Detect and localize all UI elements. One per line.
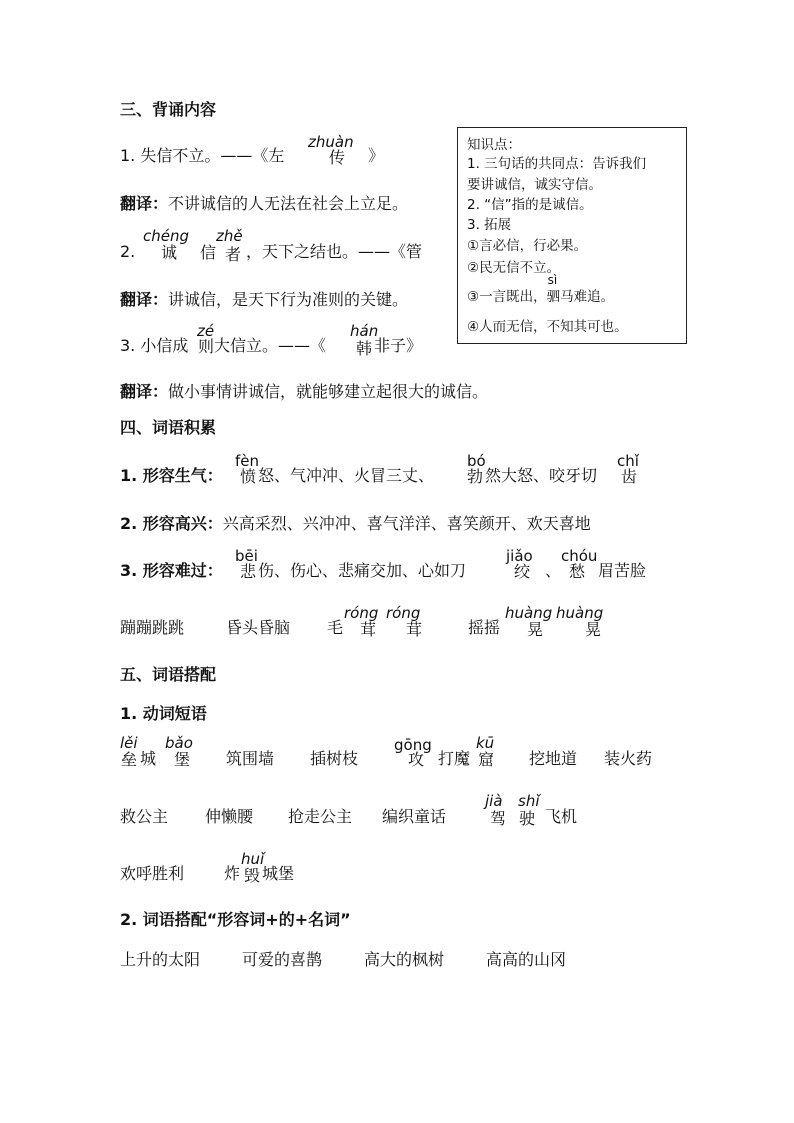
verb-phrase-snatch: 抢走公主 [288, 807, 353, 826]
verb-phrase-powder: 装火药 [604, 749, 653, 768]
vocab-label-happy: 2. 形容高兴： [120, 514, 223, 533]
pinyin-jiao: jiǎo [506, 547, 533, 565]
char-rong-2: 茸 [406, 620, 423, 639]
subheading-adj-noun: 2. 词语搭配“形容词+的+名词” [120, 910, 351, 929]
subheading-verb-phrases: 1. 动词短语 [120, 704, 207, 723]
pinyin-cheng: chéng [143, 227, 190, 245]
char-fen: 愤 [240, 467, 257, 486]
char-shi: 驶 [519, 809, 536, 828]
knowledge-box [457, 127, 687, 344]
knowledge-line-2: 要讲诚信，诚实守信。 [467, 177, 602, 193]
knowledge-line-7 [467, 273, 615, 306]
pinyin-hui: huǐ [241, 850, 265, 868]
section-heading-vocab: 四、词语积累 [120, 418, 217, 437]
pinyin-chi: chǐ [617, 452, 639, 470]
char-zhe: 者 [225, 245, 242, 264]
vocab-word-yao: 摇摇 [468, 618, 501, 637]
char-ze: 则 [198, 337, 215, 356]
vocab-sad-text-1: 伤、伤心、悲痛交加、心如刀 [258, 561, 467, 580]
knowledge-line-1: 1. 三句话的共同点：告诉我们 [467, 156, 647, 172]
vocab-happy-text: 兴高采烈、兴冲冲、喜气洋洋、喜笑颜开、欢天喜地 [222, 514, 591, 533]
recite-line-1-end: 》 [368, 146, 385, 165]
pinyin-ku: kū [476, 734, 495, 752]
char-zhuan: 传 [329, 148, 346, 167]
char-gong: 攻 [408, 750, 425, 769]
recite-line-3-end: 非子》 [374, 336, 423, 355]
char-si: sì 驷 [546, 273, 561, 305]
phrase-magpie: 可爱的喜鹊 [242, 950, 323, 969]
verb-phrase-wall: 筑围墙 [226, 749, 275, 768]
vocab-word-bengbeng: 蹦蹦跳跳 [120, 618, 185, 637]
recite-line-3-mid: 大信立。——《 [214, 336, 327, 355]
section-heading-collocation: 五、词语搭配 [120, 665, 217, 684]
verb-phrase-plane: 飞机 [545, 807, 578, 826]
translation-label: 翻译： [120, 382, 169, 401]
recite-line-2-text: ，天下之结也。——《管 [246, 242, 423, 261]
pinyin-bao: bǎo [165, 734, 193, 752]
char-bei: 悲 [240, 562, 257, 581]
pinyin-zhuan: zhuàn [308, 133, 354, 151]
pinyin-rong-1: róng [344, 604, 379, 622]
char-zha: 炸 [224, 864, 241, 883]
char-bao: 堡 [174, 750, 191, 769]
translation-2 [120, 290, 408, 310]
verb-phrase-castle: 城堡 [262, 864, 295, 883]
char-chi: 齿 [621, 467, 638, 486]
char-cheng: 诚 [161, 243, 178, 262]
pinyin-gong: gōng [394, 736, 432, 754]
char-lei: 垒 [121, 750, 138, 769]
vocab-label-sad: 3. 形容难过： [120, 561, 223, 580]
char-ku: 窟 [478, 750, 495, 769]
phrase-hill: 高高的山冈 [486, 950, 567, 969]
phrase-maple: 高大的枫树 [364, 950, 445, 969]
vocab-sad-text-2: 眉苦脸 [598, 561, 647, 580]
pinyin-lei: lěi [120, 734, 138, 752]
knowledge-line-7a: ③一言既出， [467, 289, 547, 305]
verb-phrase-demon: 打魔 [438, 749, 471, 768]
pinyin-jia: jià [485, 792, 503, 810]
char-cheng-city: 城 [140, 749, 157, 768]
pinyin-han: hán [350, 322, 379, 340]
recite-line-3-text: 3. 小信成 [120, 336, 189, 355]
pinyin-fen: fèn [235, 452, 260, 470]
pinyin-shi: shǐ [518, 792, 540, 810]
pinyin-bei: bēi [235, 547, 258, 565]
pinyin-huang-2: huàng [556, 604, 604, 622]
verb-phrase-tunnel: 挖地道 [529, 749, 578, 768]
knowledge-line-6: ②民无信不立。 [467, 260, 561, 276]
vocab-word-hun: 昏头昏脑 [226, 618, 291, 637]
char-chou: 愁 [569, 562, 586, 581]
verb-phrase-branch: 插树枝 [310, 749, 359, 768]
pinyin-chou: chóu [561, 547, 598, 565]
vocab-row-happy [120, 514, 591, 534]
pinyin-ze: zé [197, 322, 215, 340]
vocab-angry-text-1: 怒、气冲冲、火冒三丈、 [258, 466, 435, 485]
translation-3 [120, 382, 488, 402]
pinyin-rong-2: róng [386, 604, 421, 622]
vocab-word-mao: 毛 [327, 618, 344, 637]
vocab-angry-text-2: 然大怒、咬牙切 [485, 466, 598, 485]
char-huang-1: 晃 [527, 620, 544, 639]
vocab-label-angry: 1. 形容生气： [120, 466, 223, 485]
section-heading-recite: 三、背诵内容 [120, 100, 217, 119]
knowledge-line-8: ④人而无信，不知其可也。 [467, 319, 628, 335]
translation-label: 翻译： [120, 290, 169, 309]
knowledge-line-3: 2. “信”指的是诚信。 [467, 197, 593, 213]
phrase-rising-sun: 上升的太阳 [120, 950, 201, 969]
pinyin-si: sì [547, 273, 558, 287]
char-huang-2: 晃 [585, 620, 602, 639]
translation-text: 不讲诚信的人无法在社会上立足。 [168, 194, 409, 213]
knowledge-title: 知识点： [467, 137, 521, 153]
verb-phrase-stretch: 伸懒腰 [205, 807, 254, 826]
verb-phrase-rescue: 救公主 [120, 807, 169, 826]
translation-label: 翻译： [120, 194, 169, 213]
recite-line-2-num: 2. [120, 242, 136, 261]
verb-phrase-weave: 编织童话 [382, 807, 447, 826]
translation-text: 讲诚信，是天下行为准则的关键。 [168, 290, 409, 309]
char-jia: 驾 [490, 809, 507, 828]
char-jiao: 绞 [514, 562, 531, 581]
knowledge-line-7b: 马难追。 [560, 289, 615, 305]
char-xin: 信 [200, 243, 217, 262]
translation-1 [120, 194, 408, 214]
char-bo: 勃 [467, 467, 484, 486]
char-rong-1: 茸 [360, 620, 377, 639]
char-hui: 毁 [244, 866, 261, 885]
recite-line-1-text: 1. 失信不立。——《左 [120, 146, 285, 165]
pinyin-huang-1: huàng [505, 604, 553, 622]
vocab-sad-sep: 、 [545, 561, 562, 580]
knowledge-line-5: ①言必信，行必果。 [467, 238, 588, 254]
translation-text: 做小事情讲诚信，就能够建立起很大的诚信。 [168, 382, 489, 401]
verb-phrase-cheer: 欢呼胜利 [120, 864, 185, 883]
knowledge-line-4: 3. 拓展 [467, 217, 512, 233]
char-han: 韩 [356, 339, 373, 358]
pinyin-bo: bó [467, 452, 486, 470]
pinyin-zhe: zhě [216, 227, 243, 245]
